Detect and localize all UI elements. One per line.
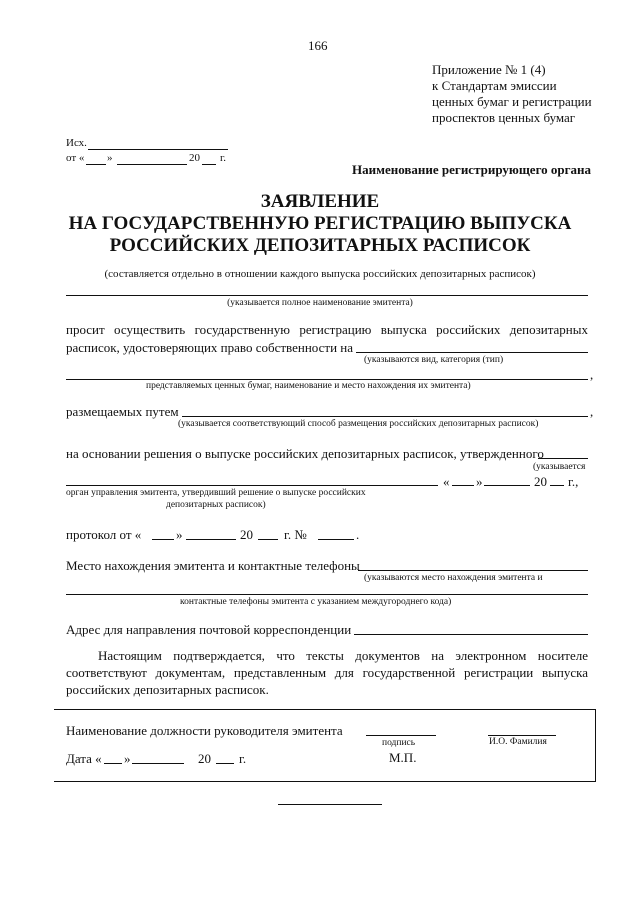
decision-day-field[interactable]	[452, 485, 474, 486]
out-year-field[interactable]	[202, 164, 216, 165]
securities-desc-field[interactable]	[66, 379, 588, 380]
protocol-number-label: г. №	[284, 527, 307, 542]
request-line-2: расписок, удостоверяющих право собственности на	[66, 340, 353, 355]
issuer-name-hint: (указывается полное наименование эмитента)	[227, 298, 413, 308]
period-mark: .	[356, 527, 360, 542]
sign-year: 20	[198, 751, 211, 766]
decision-month-field[interactable]	[484, 485, 530, 486]
location-field[interactable]	[358, 570, 588, 571]
decision-year-field[interactable]	[550, 485, 564, 486]
registering-body-label: Наименование регистрирующего органа	[352, 162, 592, 177]
comma-mark: ,	[590, 404, 594, 419]
address-label: Адрес для направления почтовой корреспонденции	[66, 622, 352, 637]
phones-hint: контактные телефоны эмитента с указанием междугороднего кода)	[180, 597, 452, 607]
seal-label: М.П.	[389, 750, 417, 765]
protocol-day-field[interactable]	[152, 539, 174, 540]
footer-separator	[278, 804, 382, 805]
securities-desc-hint: представляемых ценных бумаг, наименование и место нахождения их эмитента)	[146, 381, 471, 391]
confirm-line-1: Настоящим подтверждается, что тексты документов на электронном носителе	[98, 648, 588, 663]
protocol-month-field[interactable]	[186, 539, 236, 540]
full-name-label: И.О. Фамилия	[489, 737, 547, 747]
page-number: 166	[308, 38, 328, 53]
approving-body-field[interactable]	[538, 458, 588, 459]
appendix-line-1: Приложение № 1 (4)	[432, 62, 546, 77]
document-subtitle: (составляется отдельно в отношении каждого выпуска российских депозитарных расписок)	[104, 268, 536, 280]
placed-by-label: размещаемых путем	[66, 404, 179, 419]
appendix-line-3: ценных бумаг и регистрации	[432, 94, 592, 109]
full-name-field[interactable]	[488, 735, 556, 736]
request-line-1: просит осуществить государственную регистрацию выпуска российских депозитарных	[66, 322, 588, 337]
location-field-2[interactable]	[66, 594, 588, 595]
out-date-mid: »	[107, 152, 113, 164]
approving-body-hint-1: (указывается	[533, 462, 586, 472]
title-line-2: НА ГОСУДАРСТВЕННУЮ РЕГИСТРАЦИЮ ВЫПУСКА	[68, 213, 572, 234]
placement-method-field[interactable]	[182, 416, 588, 417]
decision-date-mid: »	[476, 474, 483, 489]
out-year-suffix: г.	[220, 152, 227, 164]
sign-day-field[interactable]	[104, 763, 122, 764]
placement-method-hint: (указывается соответствующий способ размещения российских депозитарных расписок)	[178, 419, 539, 429]
sign-month-field[interactable]	[132, 763, 184, 764]
sign-year-field[interactable]	[216, 763, 234, 764]
approving-body-hint-2: орган управления эмитента, утвердивший решение о выпуске российских	[66, 488, 366, 498]
kind-category-hint: (указываются вид, категория (тип)	[364, 355, 504, 365]
position-label: Наименование должности руководителя эмитента	[66, 723, 343, 738]
out-day-field[interactable]	[86, 164, 106, 165]
protocol-year-field[interactable]	[258, 539, 278, 540]
protocol-year: 20	[240, 527, 253, 542]
comma-mark: ,	[590, 367, 594, 382]
out-month-field[interactable]	[117, 164, 187, 165]
appendix-line-4: проспектов ценных бумаг	[432, 110, 576, 125]
protocol-label: протокол от «	[66, 527, 142, 542]
out-year-prefix: 20	[189, 152, 200, 164]
signature-field[interactable]	[366, 735, 436, 736]
issuer-name-field[interactable]	[66, 295, 588, 296]
out-number-label: Исх.	[66, 137, 87, 149]
sign-date-mid: »	[124, 751, 131, 766]
decision-label: на основании решения о выпуске российских депозитарных расписок, утвержденного	[66, 446, 544, 461]
approving-body-hint-3: депозитарных расписок)	[166, 500, 266, 510]
sign-date-prefix: Дата «	[66, 751, 102, 766]
appendix-line-2: к Стандартам эмиссии	[432, 78, 557, 93]
protocol-number-field[interactable]	[318, 539, 354, 540]
sign-year-g: г.	[239, 751, 247, 766]
decision-year: 20	[534, 474, 547, 489]
decision-date-open: «	[443, 474, 450, 489]
confirm-line-3: российских депозитарных расписок.	[66, 682, 269, 697]
signature-label: подпись	[382, 738, 416, 748]
address-field[interactable]	[354, 634, 588, 635]
location-label: Место нахождения эмитента и контактные телефоны	[66, 558, 360, 573]
protocol-date-mid: »	[176, 527, 183, 542]
out-number-field[interactable]	[88, 149, 228, 150]
out-date-prefix: от «	[66, 152, 85, 164]
title-line-1: ЗАЯВЛЕНИЕ	[260, 191, 380, 212]
approving-body-field-2[interactable]	[66, 485, 438, 486]
decision-year-g: г.,	[568, 474, 579, 489]
title-line-3: РОССИЙСКИХ ДЕПОЗИТАРНЫХ РАСПИСОК	[109, 235, 531, 256]
securities-kind-field[interactable]	[356, 352, 588, 353]
location-hint: (указываются место нахождения эмитента и	[364, 573, 543, 583]
confirm-line-2: соответствуют документам, представленным для государственной регистрации выпуска	[66, 665, 588, 680]
